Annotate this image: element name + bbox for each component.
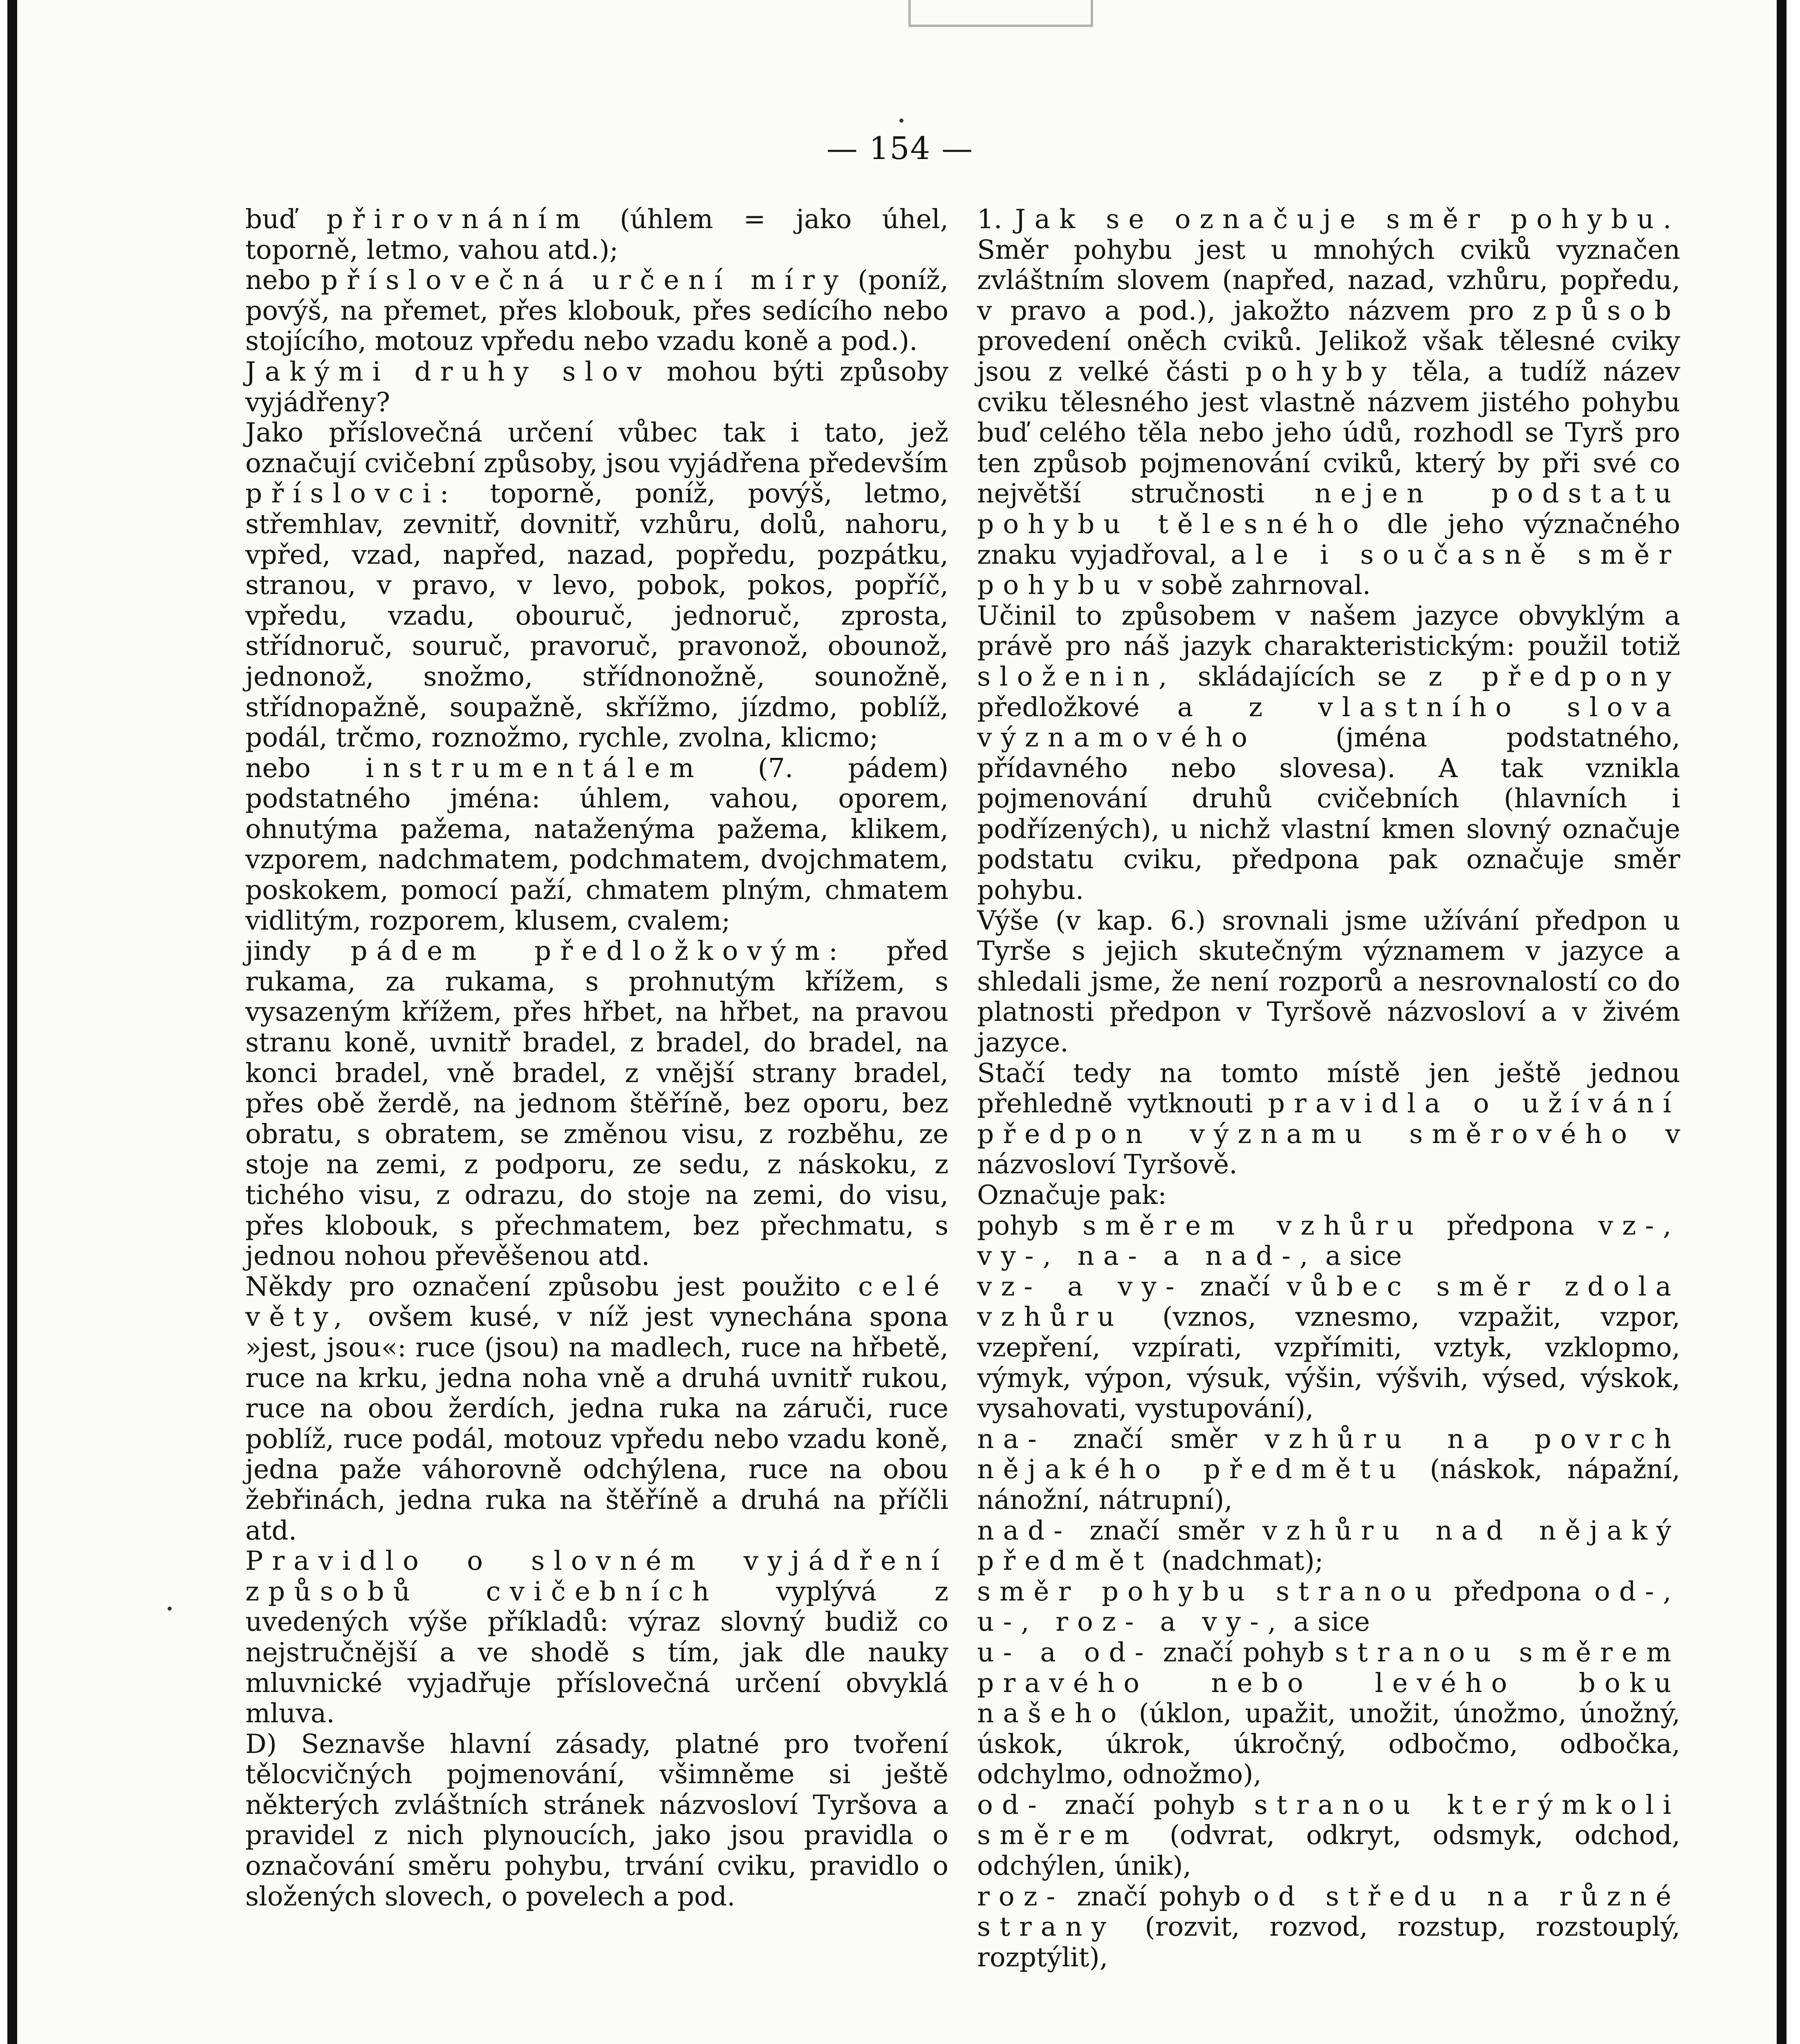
spaced-text: instrumentálem xyxy=(365,753,703,784)
paragraph xyxy=(977,906,1680,1058)
text-run: (odvrat, odkryt, odsmyk, odchod, odchýlen, únik), xyxy=(977,1820,1680,1882)
spaced-text: pravidla o užívání předpon významu směrového xyxy=(977,1088,1681,1150)
spaced-text: vzhůru na povrch nějakého předmětu xyxy=(977,1423,1680,1485)
paragraph xyxy=(245,204,948,265)
paragraph xyxy=(245,357,948,418)
text-run: 1. xyxy=(977,204,1015,235)
spaced-text: stranou směrem pravého nebo levého boku našeho xyxy=(977,1637,1680,1729)
text-run: (nadchmat); xyxy=(1153,1546,1324,1577)
spaced-text: směr pohybu stranou xyxy=(977,1576,1441,1607)
spaced-text: nejen podstatu pohybu tělesného xyxy=(977,478,1680,540)
text-run: značí pohyb xyxy=(1152,1637,1335,1668)
text-run: Někdy pro označení způsobu jest použito xyxy=(245,1271,859,1302)
spaced-text: celé věty, xyxy=(245,1271,948,1333)
text-run: (úklon, upažit, unožit, únožmo, únožný, úskok, úkrok, úkročný, odbočmo, odbočka, odchylmo, odnožmo), xyxy=(977,1698,1680,1790)
text-run: Označuje pak: xyxy=(977,1180,1167,1210)
text-run: a sice xyxy=(1317,1241,1402,1272)
paragraph xyxy=(977,1882,1680,1973)
text-run: značí xyxy=(1183,1271,1287,1302)
spaced-text: ale i současně směr pohybu xyxy=(977,539,1680,601)
text-run: před rukama, za rukama, s prohnutým křížem, s vysazeným křížem, přes hřbet, na hřbet, na pravou stranu koně, uvnitř bradel, z bradel, do bradel, na konci bradel, vně bradel, z vnější strany bradel, přes obě žerdě, na jednom štěříně, bez oporu, bez obratu, s obratem, se změnou visu, z rozběhu, ze stoje na zemi, z podporu, ze sedu, z náskoku, z tichého visu, z odrazu, do stoje na zemi, do visu, přes klobouk, s přechmatem, bez přechmatu, s jednou nohou převěšenou atd. xyxy=(245,936,948,1272)
paragraph xyxy=(245,753,948,937)
spaced-text: od- xyxy=(977,1789,1046,1820)
spaced-text: Jakými druhy slov xyxy=(245,356,651,387)
right-column xyxy=(977,204,1680,1973)
spaced-text: z předpony xyxy=(1428,661,1680,692)
paragraph xyxy=(977,1180,1680,1211)
paragraph xyxy=(977,1424,1680,1516)
text-run: (úhlem = jako úhel, toporně, letmo, vahou atd.); xyxy=(245,204,949,265)
left-column xyxy=(245,204,948,1912)
text-run: značí pohyb xyxy=(1064,1881,1253,1912)
spaced-text: pohyby xyxy=(1245,356,1396,387)
spaced-text: nad- xyxy=(977,1515,1071,1546)
paragraph xyxy=(245,936,948,1272)
text-run: (vznos, vznesmo, vzpažit, vzpor, vzepření, vzpírati, vzpřímiti, vztyk, vzklopmo, výmyk, výpon, výsuk, výšin, výšvih, výsed, výskok, vysahovati, vystupování), xyxy=(977,1302,1680,1424)
paragraph xyxy=(977,204,1680,601)
spaced-text: vz- a vy- xyxy=(977,1271,1184,1302)
spaced-text: a z vlastního slova významového xyxy=(977,692,1680,753)
text-run: předložkové xyxy=(977,692,1177,723)
text-run: Stačí tedy na tomto místě jen ještě jednou přehledně vytknouti xyxy=(977,1058,1680,1119)
text-run: jindy xyxy=(245,936,351,967)
paragraph xyxy=(245,265,948,357)
paragraph xyxy=(245,479,948,753)
ink-speck xyxy=(168,1607,172,1611)
text-run: D) Seznavše hlavní zásady, platné pro tvoření tělocvičných pojmenování, všimněme si ještě některých zvláštních stránek názvosloví Tyršova a pravidel z nich plynoucích, jako jsou pravidla o označování směru pohybu, trvání cviku, pravidlo o složených slovech, o povelech a pod. xyxy=(245,1728,948,1912)
text-run: předpona xyxy=(1423,1210,1598,1241)
text-run: (7. pádem) podstatného jména: úhlem, vahou, oporem, ohnutýma pažema, nataženýma pažema, klikem, vzporem, nadchmatem, podchmatem, dvojchmatem, poskokem, pomocí paží, chmatem plným, chmatem vidlitým, rozporem, klusem, cvalem; xyxy=(245,753,948,936)
spaced-text: příslovci: xyxy=(245,478,458,509)
spaced-text: směrem vzhůru xyxy=(1083,1210,1423,1241)
spaced-text: na- xyxy=(977,1423,1046,1455)
spaced-text: u- a od- xyxy=(977,1637,1153,1668)
paragraph xyxy=(977,1790,1680,1882)
text-run: skládajících se xyxy=(1176,661,1428,692)
spaced-text: přirovnáním xyxy=(326,204,590,235)
text-run: dle jeho význačného znaku vyjadřoval, xyxy=(977,509,1681,570)
text-run: Směr pohybu jest u mnohých cviků vyznačen zvláštním slovem (napřed, nazad, vzhůru, popředu, v pravo a pod.), jakožto názvem pro xyxy=(977,234,1680,326)
text-run: buď xyxy=(245,204,327,235)
text-run: (náskok, nápažní, nánožní, nátrupní), xyxy=(977,1454,1680,1515)
paragraph xyxy=(977,1211,1680,1272)
ink-speck xyxy=(899,119,903,123)
text-run: (poníž, povýš, na přemet, přes klobouk, přes sedícího nebo stojícího, motouz vpředu nebo vzadu koně a pod.). xyxy=(245,265,948,357)
paragraph xyxy=(977,1638,1680,1790)
spaced-text: Jak se označuje směr pohybu. xyxy=(1015,204,1680,235)
text-run: předpona xyxy=(1441,1576,1594,1607)
text-run: těla, a tudíž název cviku tělesného jest vlastně názvem jistého pohybu buď celého těla nebo jeho údů, rozhodl se Tyrš pro ten způsob pojmenování cviků, který by při své co největší stručnosti xyxy=(977,356,1681,509)
spaced-text: vz-, vy-, na- a nad-, xyxy=(977,1210,1680,1272)
text-run: Výše (v kap. 6.) srovnali jsme užívání předpon u Tyrše s jejich skutečným významem v jazyce a shledali jsme, že není rozporů a nesrovnalostí co do platnosti předpon v Tyršově názvosloví a v živém jazyce. xyxy=(977,905,1680,1058)
spaced-text: příslovečná určení míry xyxy=(321,265,848,296)
top-edge-marks xyxy=(908,0,1093,27)
spaced-text: od-, u-, roz- a vy-, xyxy=(977,1576,1680,1638)
text-run: značí směr xyxy=(1071,1515,1262,1546)
paragraph xyxy=(245,1729,948,1912)
paragraph xyxy=(977,1058,1680,1180)
text-run: ovšem kusé, v níž jest vynechána spona »jest, jsou«: ruce (jsou) na madlech, ruce na hřbetě, ruce na krku, jedna noha vně a druhá uvnitř rukou, ruce na obou žerdích, jedna ruka na záruči, ruce poblíž, ruce podál, motouz vpředu nebo vzadu koně, jedna paže váhorovně odchýlena, ruce na obou žebřinách, jedna ruka na štěříně a druhá na příčli atd. xyxy=(245,1302,948,1546)
text-run: (rozvit, rozvod, rozstup, rozstouplý, rozptýlit), xyxy=(977,1912,1680,1973)
text-run: Učinil to způsobem v našem jazyce obvyklým a právě pro náš jazyk charakteristickým: použil totiž xyxy=(977,600,1680,662)
spaced-text: vzhůru nad nějaký předmět xyxy=(977,1515,1680,1577)
text-run: pohyb xyxy=(977,1210,1083,1241)
text-run: (jména podstatného, přídavného nebo slovesa). A tak vznikla pojmenování druhů cvičebních (hlavních i podřízených), u nichž vlastní kmen slovný označuje podstatu cviku, předpona pak označuje směr pohybu. xyxy=(977,722,1680,906)
paragraph xyxy=(977,1516,1680,1577)
text-run: v názvosloví Tyršově. xyxy=(977,1118,1680,1180)
spaced-text: složenin, xyxy=(977,661,1176,692)
text-run: značí pohyb xyxy=(1045,1789,1254,1820)
text-run: provedení oněch cviků. Jelikož však tělesné cviky jsou z velké části xyxy=(977,326,1680,387)
text-run: vyplývá z uvedených výše příkladů: výraz slovný budiž co nejstručnější a ve shodě s tím, jak dle nauky mluvnické vyjadřuje příslovečná určení obvyklá mluva. xyxy=(245,1576,948,1729)
spaced-text: vůbec směr zdola vzhůru xyxy=(977,1271,1680,1333)
spaced-text: od středu na různé strany xyxy=(977,1881,1680,1943)
page-number: — 154 — xyxy=(826,130,974,166)
text-run: a sice xyxy=(1285,1607,1370,1638)
text-run: mohou býti způsoby vyjádřeny? xyxy=(245,356,948,418)
text-run: toporně, poníž, povýš, letmo, střemhlav, zevnitř, dovnitř, vzhůru, dolů, nahoru, vpřed, vzad, napřed, nazad, popředu, pozpátku, stranou, v pravo, v levo, pobok, pokos, popříč, vpředu, vzadu, obouruč, jednoruč, zprosta, střídnoruč, souruč, pravoruč, pravonož, obounož, jednonož, snožmo, střídnonožně, sounožně, střídnopažně, soupažně, skřížmo, jízdmo, poblíž, podál, trčmo, roznožmo, rychle, zvolna, klicmo; xyxy=(245,478,948,753)
text-run: nebo xyxy=(245,265,321,296)
paragraph xyxy=(977,601,1680,906)
paragraph xyxy=(977,1577,1680,1638)
text-run: značí směr xyxy=(1045,1423,1265,1455)
paragraph xyxy=(977,1272,1680,1424)
paragraph xyxy=(245,418,948,479)
text-run: nebo xyxy=(245,753,365,784)
spaced-text: roz- xyxy=(977,1881,1065,1912)
spaced-text: stranou kterýmkoli směrem xyxy=(977,1789,1680,1851)
spaced-text: Pravidlo o slovném vyjádření způsobů cvičebních xyxy=(245,1546,948,1607)
paragraph xyxy=(245,1272,948,1546)
paragraph xyxy=(245,1546,948,1729)
spaced-text: pádem předložkovým: xyxy=(350,936,847,967)
text-run: Jako příslovečná určení vůbec tak i tato, jež označují cvičební způsoby, jsou vyjádřena především xyxy=(245,417,948,479)
spaced-text: způsob xyxy=(1532,295,1680,326)
text-run: v sobě zahrnoval. xyxy=(1129,570,1371,601)
